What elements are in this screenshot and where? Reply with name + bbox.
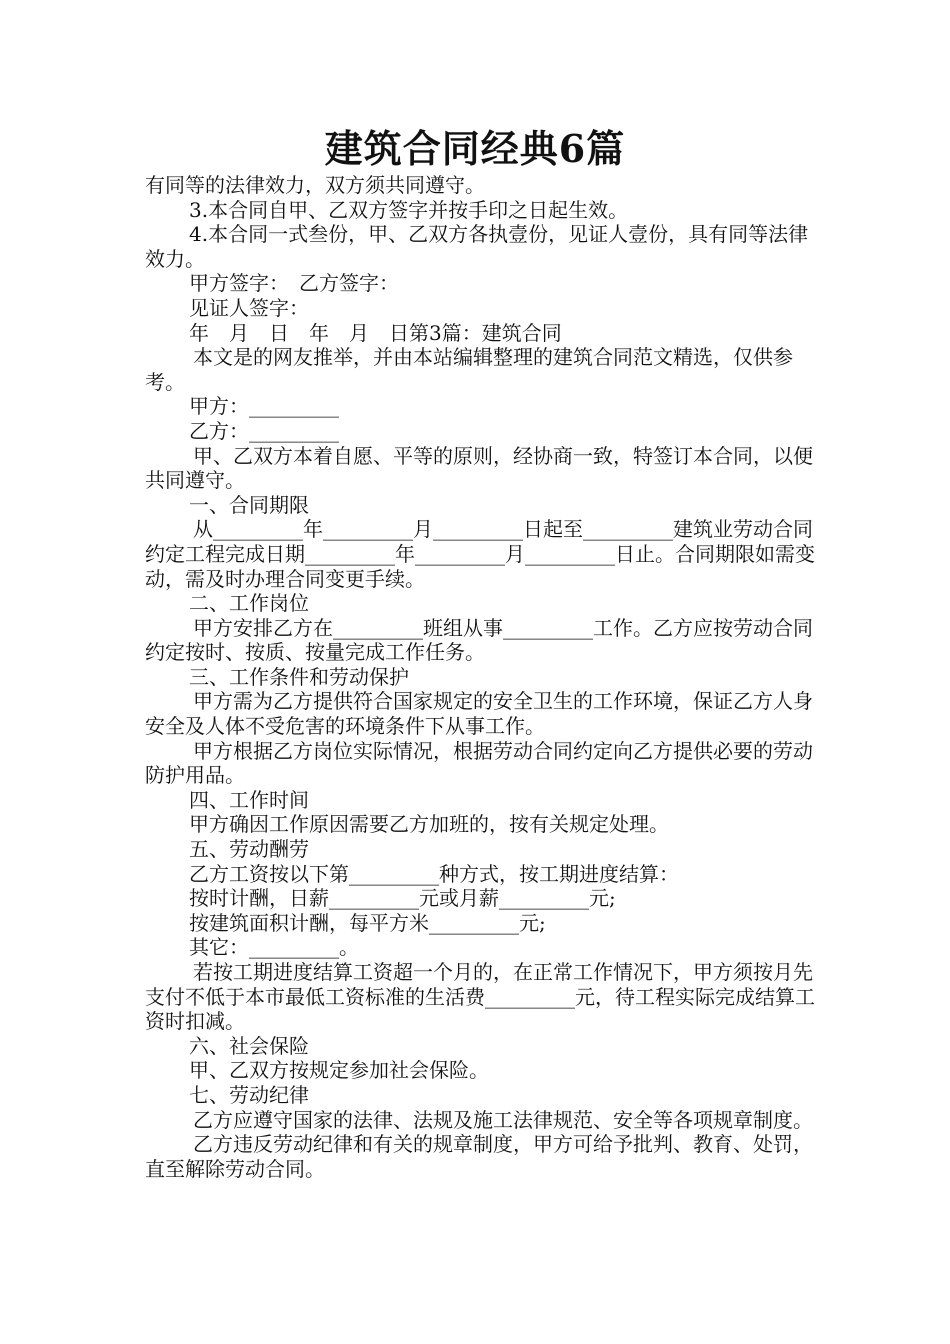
section-heading: 四、工作时间 [189,787,309,812]
party-a-line: 甲方：_________ [189,394,339,419]
paragraph: 甲方确因工作原因需要乙方加班的，按有关规定处理。 [189,812,669,837]
paragraph: 按时计酬，日薪_________元或月薪_________元; [189,886,616,911]
paragraph: 乙方应遵守国家的法律、法规及施工法律规范、安全等各项规章制度。 [193,1107,813,1132]
section-heading: 一、合同期限 [189,492,309,517]
section-heading: 六、社会保险 [189,1033,309,1058]
paragraph: 甲、乙双方按规定参加社会保险。 [189,1058,489,1083]
section-heading: 三、工作条件和劳动保护 [189,664,409,689]
section-heading: 七、劳动纪律 [189,1082,309,1107]
paragraph: 从_________年_________月_________日起至_________建筑业劳动合同约定工程完成日期_________年_________月_________日止。合同期限如需变动，需及时办理合同变更手续。 [145,517,815,591]
paragraph: 其它：_________。 [189,935,359,960]
date-line: 年 月 日 年 月 日第3篇：建筑合同 [189,320,562,345]
paragraph: 本文是的网友推举，并由本站编辑整理的建筑合同范文精选，仅供参考。 [145,345,793,394]
paragraph: 若按工期进度结算工资超一个月的，在正常工作情况下，甲方须按月先支付不低于本市最低工资标准的生活费_________元，待工程实际完成结算工资时扣减。 [145,960,815,1034]
paragraph: 4.本合同一式叁份，甲、乙双方各执壹份，见证人壹份，具有同等法律效力。 [145,222,809,271]
party-b-line: 乙方：_________ [189,418,339,443]
witness-signature-line: 见证人签字： [189,295,309,320]
paragraph: 甲方需为乙方提供符合国家规定的安全卫生的工作环境，保证乙方人身安全及人体不受危害的环境条件下从事工作。 [145,689,813,739]
paragraph: 有同等的法律效力，双方须共同遵守。 [145,173,485,197]
paragraph: 甲方安排乙方在_________班组从事_________工作。乙方应按劳动合同约定按时、按质、按量完成工作任务。 [145,615,813,665]
document-body [145,173,815,1181]
document-title: 建筑合同经典6篇 [324,126,626,171]
section-heading: 二、工作岗位 [189,591,309,616]
paragraph: 乙方工资按以下第_________种方式，按工期进度结算： [189,861,679,886]
paragraph: 3.本合同自甲、乙双方签字并按手印之日起生效。 [189,197,629,222]
paragraph: 甲方根据乙方岗位实际情况，根据劳动合同约定向乙方提供必要的劳动防护用品。 [145,738,813,788]
signature-line: 甲方签字： 乙方签字： [189,271,399,296]
section-heading: 五、劳动酬劳 [189,837,309,862]
paragraph: 甲、乙双方本着自愿、平等的原则，经协商一致，特签订本合同，以便共同遵守。 [145,443,813,493]
paragraph: 按建筑面积计酬，每平方米_________元; [189,910,546,935]
paragraph: 乙方违反劳动纪律和有关的规章制度，甲方可给予批判、教育、处罚，直至解除劳动合同。 [145,1132,813,1181]
